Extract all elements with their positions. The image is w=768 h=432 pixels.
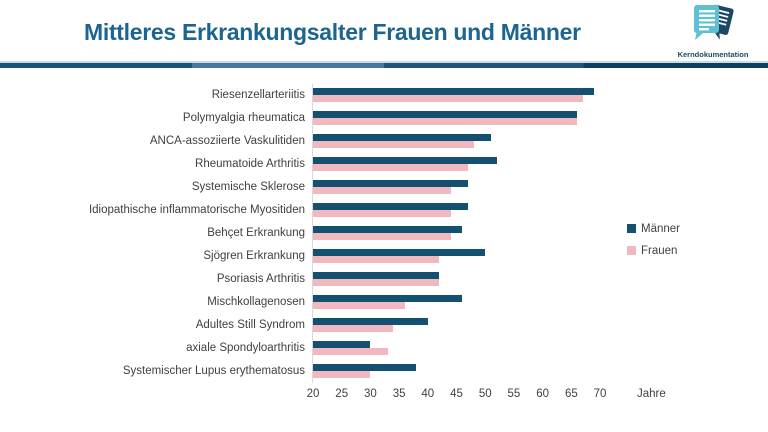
legend-label: Frauen (641, 244, 678, 257)
legend-swatch (627, 224, 636, 233)
x-tick-label: 60 (536, 388, 550, 400)
x-tick-label: 35 (392, 388, 406, 400)
bar-maenner (313, 134, 491, 141)
bar-frauen (313, 233, 451, 240)
bar-maenner (313, 180, 468, 187)
chart-row (0, 360, 619, 383)
chart-row (0, 130, 619, 153)
category-label: Behçet Erkrankung (207, 227, 305, 239)
bar-group (312, 107, 619, 130)
x-tick-label: 50 (478, 388, 492, 400)
bar-group (312, 337, 619, 360)
bar-frauen (313, 325, 393, 332)
legend (627, 222, 680, 266)
bar-maenner (313, 272, 439, 279)
x-axis (306, 388, 713, 404)
x-tick-label: 70 (593, 388, 607, 400)
page-title: Mittleres Erkrankungsalter Frauen und Männer (84, 19, 581, 45)
bar-frauen (313, 348, 388, 355)
bar-frauen (313, 95, 583, 102)
bar-group (312, 153, 619, 176)
category-label: Idiopathische inflammatorische Myositiden (88, 204, 305, 216)
bar-group (312, 291, 619, 314)
bar-frauen (313, 210, 451, 217)
legend-item (627, 222, 680, 235)
bar-frauen (313, 302, 405, 309)
chart-row (0, 84, 619, 107)
chart-row (0, 176, 619, 199)
bar-group (312, 360, 619, 383)
documents-icon (685, 3, 741, 49)
chart-row (0, 153, 619, 176)
bar-maenner (313, 364, 416, 371)
category-label: Psoriasis Arthritis (216, 273, 305, 285)
x-tick-label: 55 (507, 388, 521, 400)
bar-group (312, 245, 619, 268)
bar-group (312, 268, 619, 291)
bar-maenner (313, 318, 428, 325)
x-tick-label: 40 (421, 388, 435, 400)
chart-row (0, 245, 619, 268)
bar-group (312, 176, 619, 199)
bar-group (312, 222, 619, 245)
category-label: Systemischer Lupus erythematosus (122, 365, 305, 377)
x-tick-label: 25 (335, 388, 349, 400)
category-label: Rheumatoide Arthritis (195, 158, 305, 170)
legend-swatch (627, 246, 636, 255)
kerndokumentation-logo (670, 3, 756, 59)
bar-maenner (313, 341, 370, 348)
bar-frauen (313, 164, 468, 171)
bar-maenner (313, 157, 497, 164)
category-label: Sjögren Erkrankung (203, 250, 305, 262)
bar-maenner (313, 226, 462, 233)
bar-group (312, 314, 619, 337)
category-label: Polymyalgia rheumatica (182, 112, 305, 124)
bar-maenner (313, 111, 577, 118)
bar-maenner (313, 203, 468, 210)
category-label: Mischkollagenosen (207, 296, 305, 308)
x-tick-label: 20 (306, 388, 320, 400)
category-label: Riesenzellarteriitis (211, 89, 305, 101)
bar-chart (0, 84, 619, 383)
category-label: axiale Spondyloarthritis (186, 342, 305, 354)
legend-label: Männer (641, 222, 680, 235)
bar-maenner (313, 295, 462, 302)
chart-row (0, 268, 619, 291)
bar-frauen (313, 371, 370, 378)
chart-row (0, 107, 619, 130)
x-tick-label: 30 (364, 388, 377, 400)
bar-maenner (313, 249, 485, 256)
category-label: Adultes Still Syndrom (195, 319, 305, 331)
legend-item (627, 244, 680, 257)
chart-row (0, 199, 619, 222)
bar-group (312, 199, 619, 222)
category-label: Systemische Sklerose (191, 181, 305, 193)
logo-caption: Kerndokumentation (677, 50, 749, 59)
bar-group (312, 84, 619, 107)
category-label: ANCA-assoziierte Vaskulitiden (149, 135, 305, 147)
x-tick-label: 45 (450, 388, 463, 400)
divider-dark-line (0, 63, 768, 68)
bar-frauen (313, 279, 439, 286)
bar-frauen (313, 118, 577, 125)
bar-frauen (313, 256, 439, 263)
chart-row (0, 291, 619, 314)
x-axis-unit-label: Jahre (637, 388, 666, 400)
x-tick-label: 65 (564, 388, 578, 400)
chart-row (0, 337, 619, 360)
bar-maenner (313, 88, 594, 95)
bar-group (312, 130, 619, 153)
bar-frauen (313, 141, 474, 148)
chart-row (0, 314, 619, 337)
header-divider (0, 61, 768, 68)
chart-row (0, 222, 619, 245)
bar-frauen (313, 187, 451, 194)
